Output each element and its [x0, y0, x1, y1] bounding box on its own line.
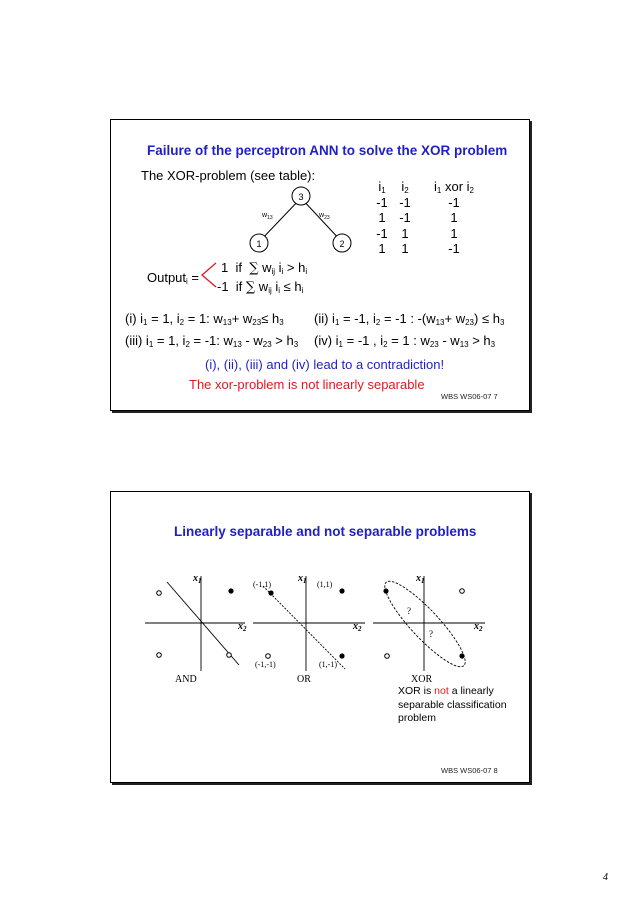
- point-filled: [459, 653, 464, 658]
- edge-w23: [301, 198, 342, 242]
- xor-note-highlight: not: [434, 685, 449, 697]
- panel-label-xor: XOR: [411, 674, 433, 684]
- corner-label: (1,-1): [319, 660, 337, 669]
- point-open: [157, 653, 162, 658]
- axis-x1-label: $x_1$: [298, 573, 307, 585]
- table-cell: -1: [376, 225, 388, 241]
- table-header-xor: $i_1$ xor $i_2$: [434, 179, 474, 195]
- axis-x1-label: $x_1$: [416, 573, 425, 585]
- table-col-xor: [424, 179, 484, 257]
- panel-label-or: OR: [297, 674, 311, 684]
- slide-footer: WBS WS06-07 8: [441, 766, 498, 775]
- node-1-label: 1: [256, 239, 262, 249]
- network-diagram: [243, 182, 358, 257]
- table-cell: -1: [376, 194, 388, 210]
- condition-ii: (ii) $i_1 = -1$, $i_2 = -1$ : $-(w_{13}+ w_{23}) \le h_3$: [314, 311, 505, 327]
- table-cell: 1: [378, 210, 386, 225]
- axis-x2-label: $x_2$: [238, 621, 247, 633]
- condition-i: (i) $i_1 = 1$, $i_2 = 1$: $w_{13}+ w_{23}\le h_3$: [125, 311, 284, 327]
- table-cell: -1: [399, 194, 411, 210]
- table-cell: -1: [448, 194, 460, 210]
- output-case-negative: -1 if ∑ $w_{ij}$ $i_i \le h_i$: [217, 279, 304, 295]
- corner-label: (-1,1): [253, 580, 271, 589]
- corner-label: (1,1): [317, 580, 333, 589]
- question-mark: ?: [407, 606, 411, 616]
- point-open: [385, 654, 390, 659]
- point-open: [266, 654, 271, 659]
- table-col-i2: [387, 179, 423, 257]
- xor-ellipse: [376, 573, 474, 675]
- table-cell: -1: [448, 241, 460, 256]
- slide-xor-failure: [110, 119, 530, 411]
- point-open: [227, 653, 232, 658]
- point-filled: [339, 588, 344, 593]
- slide-separability: [110, 491, 530, 783]
- slide-subtitle: The XOR-problem (see table):: [141, 168, 316, 183]
- or-panel: [253, 573, 365, 684]
- point-open: [157, 591, 162, 596]
- slide-footer: WBS WS06-07 7: [441, 392, 498, 401]
- weight-w23-label: $w_{23}$: [319, 212, 330, 221]
- condition-iv: (iv) $i_1 = -1$ , $i_2 = 1$ : $w_{23} - w_{13} > h_3$: [314, 333, 496, 349]
- node-3-label: 3: [298, 192, 304, 202]
- conclusion-text: The xor-problem is not linearly separable: [189, 377, 425, 392]
- point-filled: [339, 653, 344, 658]
- table-cell: 1: [450, 210, 458, 225]
- point-filled: [268, 590, 273, 595]
- table-cell: 1: [378, 241, 386, 256]
- output-case-positive: 1 if ∑ $w_{ij}$ $i_i > h_i$: [221, 260, 308, 276]
- point-filled: [228, 588, 233, 593]
- question-mark: ?: [429, 629, 433, 639]
- point-open: [460, 589, 465, 594]
- and-panel: [145, 573, 247, 684]
- xor-note: [398, 685, 516, 726]
- condition-iii: (iii) $i_1 = 1$, $i_2 = -1$: $w_{13} - w_{23} > h_3$: [125, 333, 299, 349]
- output-label: Output$_i$ =: [147, 270, 200, 286]
- table-cell: -1: [399, 210, 411, 225]
- page-number: 4: [603, 872, 608, 883]
- node-2-label: 2: [339, 239, 345, 249]
- xor-note-post: a linearly separable classification problem: [398, 685, 507, 724]
- slide-title: Failure of the perceptron ANN to solve the XOR problem: [147, 143, 508, 158]
- table-header-i1: $i_1$: [378, 179, 386, 195]
- contradiction-text: (i), (ii), (iii) and (iv) lead to a contradiction!: [205, 357, 445, 372]
- table-cell: 1: [401, 241, 409, 256]
- axis-x1-label: $x_1$: [193, 573, 202, 585]
- axis-x2-label: $x_2$: [474, 621, 483, 633]
- panel-label-and: AND: [175, 674, 197, 684]
- table-header-i2: $i_2$: [401, 179, 409, 195]
- axis-x2-label: $x_2$: [353, 621, 362, 633]
- table-cell: 1: [450, 225, 458, 241]
- weight-w13-label: $w_{13}$: [262, 212, 273, 221]
- edge-w13: [259, 198, 301, 242]
- point-filled: [383, 588, 388, 593]
- separability-figure: [143, 564, 493, 684]
- output-brace: [199, 261, 217, 289]
- corner-label: (-1,-1): [255, 660, 276, 669]
- xor-note-pre: XOR is: [398, 685, 435, 697]
- xor-panel: [373, 573, 485, 684]
- slide-title: Linearly separable and not separable problems: [174, 524, 477, 539]
- table-cell: 1: [401, 225, 409, 241]
